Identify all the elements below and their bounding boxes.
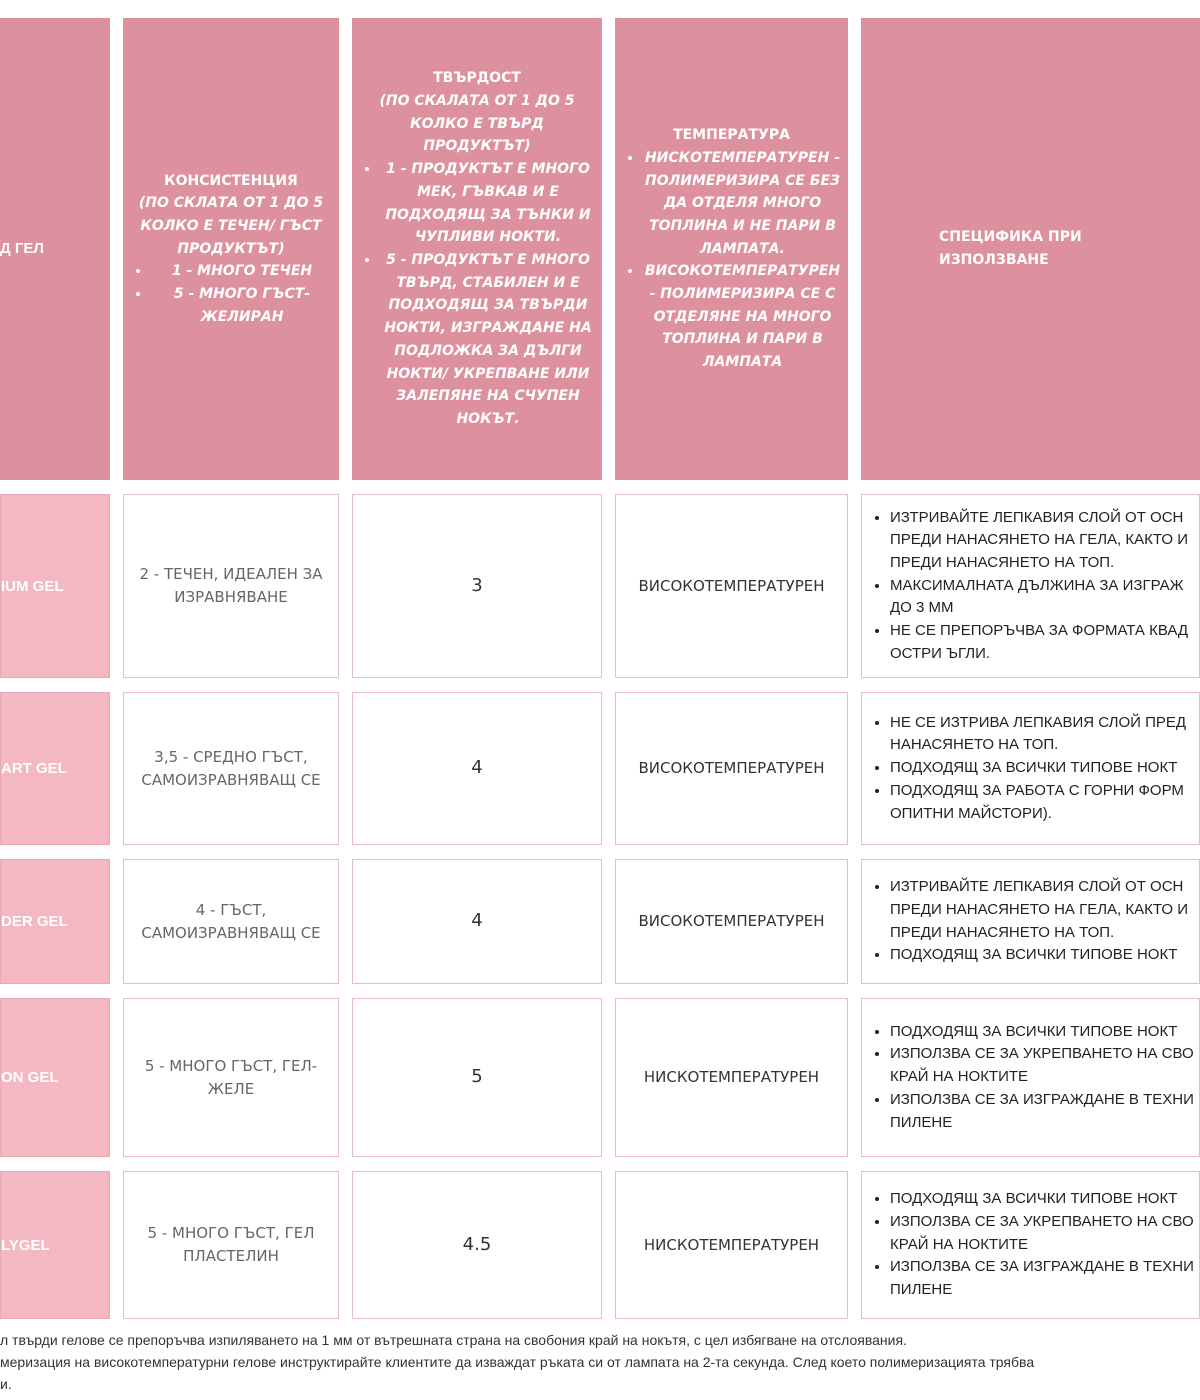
scale-item: • 1 - МНОГО ТЕЧЕН — [151, 260, 333, 283]
specific-item: • НЕ СЕ ИЗТРИВА ЛЕПКАВИЯ СЛОЙ ПРЕД НАНАСЯНЕТО НА ТОП. — [890, 712, 1186, 757]
header-temperature — [615, 18, 848, 480]
gel-name-cell — [0, 859, 110, 984]
footnote: и. — [0, 1376, 12, 1392]
specifics-cell — [861, 692, 1200, 845]
specific-item: • ИЗТРИВАЙТЕ ЛЕПКАВИЯ СЛОЙ ОТ ОСН ПРЕДИ НАНАСЯНЕТО НА ГЕЛА, КАКТО И ПРЕДИ НАНАСЯНЕТО НА ТОП. — [890, 876, 1188, 944]
specific-item: • МАКСИМАЛНАТА ДЪЛЖИНА ЗА ИЗГРАЖ ДО 3 ММ — [890, 575, 1188, 620]
gel-name-cell — [0, 1171, 110, 1319]
header-hardness — [352, 18, 602, 480]
consistency-value: 5 - МНОГО ГЪСТ, ГЕЛ-ЖЕЛЕ — [144, 1056, 318, 1098]
scale-item: • НИСКОТЕМПЕРАТУРЕН - ПОЛИМЕРИЗИРА СЕ БЕЗ ДА ОТДЕЛЯ МНОГО ТОПЛИНА И НЕ ПАРИ В ЛАМПАТА. — [643, 147, 842, 261]
gel-name: ON GEL — [1, 1069, 59, 1086]
hardness-value: 5 — [471, 1066, 483, 1088]
scale-item: • 5 - МНОГО ГЪСТ- ЖЕЛИРАН — [151, 283, 333, 328]
gel-comparison-table — [0, 18, 1200, 1319]
specific-item: • ИЗТРИВАЙТЕ ЛЕПКАВИЯ СЛОЙ ОТ ОСН ПРЕДИ НАНАСЯНЕТО НА ГЕЛА, КАКТО И ПРЕДИ НАНАСЯНЕТО НА ТОП. — [890, 507, 1188, 575]
hardness-value: 4 — [471, 910, 483, 932]
scale-item: • ВИСОКОТЕМПЕРАТУРЕН - ПОЛИМЕРИЗИРА СЕ С ОТДЕЛЯНЕ НА МНОГО ТОПЛИНА И ПАРИ В ЛАМПАТА — [643, 260, 842, 374]
hardness-value: 3 — [471, 574, 483, 596]
temperature-value: ВИСОКОТЕМПЕРАТУРЕН — [638, 912, 825, 931]
specifics-cell — [861, 859, 1200, 984]
specifics-cell — [861, 494, 1200, 678]
temperature-value: НИСКОТЕМПЕРАТУРЕН — [643, 1068, 820, 1087]
specifics-cell — [861, 1171, 1200, 1319]
consistency-cell — [123, 859, 339, 984]
footnotes — [0, 1329, 1200, 1395]
specific-item: • ПОДХОДЯЩ ЗА ВСИЧКИ ТИПОВЕ НОКТ — [890, 1188, 1194, 1211]
gel-name-cell — [0, 998, 110, 1157]
header-consistency — [123, 18, 339, 480]
header-name-text: Д ГЕЛ — [0, 239, 44, 257]
header-name — [0, 18, 110, 480]
header-specifics — [861, 18, 1200, 480]
hardness-value: 4.5 — [462, 1233, 492, 1255]
consistency-cell — [123, 494, 339, 678]
specific-item: • НЕ СЕ ПРЕПОРЪЧВА ЗА ФОРМАТА КВАД ОСТРИ ЪГЛИ. — [890, 620, 1188, 665]
header-hardness-title: ТВЪРДОСТ — [433, 70, 521, 87]
consistency-value: 2 - ТЕЧЕН, ИДЕАЛЕН ЗА ИЗРАВНЯВАНЕ — [139, 565, 323, 606]
footnote: меризация на високотемпературни гелове инструктирайте клиентите да изваждат ръката си от лампата на 2-та секунда. След което полимеризацията трябва — [0, 1354, 1035, 1370]
gel-name-cell — [0, 692, 110, 845]
temperature-value: ВИСОКОТЕМПЕРАТУРЕН — [638, 759, 825, 778]
specific-item: • ИЗПОЛЗВА СЕ ЗА ИЗГРАЖДАНЕ В ТЕХНИ ПИЛЕНЕ — [890, 1089, 1194, 1134]
gel-name: DER GEL — [1, 913, 68, 930]
hardness-cell — [352, 692, 602, 845]
gel-name-cell — [0, 494, 110, 678]
temperature-cell — [615, 494, 848, 678]
gel-name: IUM GEL — [1, 577, 64, 595]
temperature-value: ВИСОКОТЕМПЕРАТУРЕН — [638, 576, 825, 595]
hardness-cell — [352, 494, 602, 678]
specific-item: • ПОДХОДЯЩ ЗА РАБОТА С ГОРНИ ФОРМ ОПИТНИ МАЙСТОРИ). — [890, 780, 1186, 825]
specific-item: • ПОДХОДЯЩ ЗА ВСИЧКИ ТИПОВЕ НОКТ — [890, 1021, 1194, 1044]
consistency-cell — [123, 692, 339, 845]
header-consistency-title: КОНСИСТЕНЦИЯ — [164, 172, 298, 189]
consistency-cell — [123, 998, 339, 1157]
hardness-cell — [352, 1171, 602, 1319]
hardness-cell — [352, 998, 602, 1157]
hardness-value: 4 — [471, 757, 483, 779]
specifics-cell — [861, 998, 1200, 1157]
header-specifics-text: СПЕЦИФИКА ПРИ ИЗПОЛЗВАНЕ — [939, 229, 1082, 268]
gel-name: ART GEL — [1, 760, 67, 777]
specific-item: • ИЗПОЛЗВА СЕ ЗА УКРЕПВАНЕТО НА СВО КРАЙ НА НОКТИТЕ — [890, 1043, 1194, 1088]
scale-item: • 5 - ПРОДУКТЪТ Е МНОГО ТВЪРД, СТАБИЛЕН И Е ПОДХОДЯЩ ЗА ТВЪРДИ НОКТИ, ИЗГРАЖДАНЕ НА ПОДЛОЖКА ЗА ДЪЛГИ НОКТИ/ УКРЕПВАНЕ ИЛИ ЗАЛЕПЯНЕ НА СЧУПЕН НОКЪТ. — [380, 249, 596, 431]
footnote: л твърди гелове се препоръчва изпиляването на 1 мм от вътрешната страна на свобония край на нокътя, с цел избягване на отслоявания. — [0, 1332, 907, 1348]
temperature-cell — [615, 859, 848, 984]
specific-item: • ИЗПОЛЗВА СЕ ЗА УКРЕПВАНЕТО НА СВО КРАЙ НА НОКТИТЕ — [890, 1211, 1194, 1256]
temperature-cell — [615, 692, 848, 845]
consistency-cell — [123, 1171, 339, 1319]
temperature-cell — [615, 1171, 848, 1319]
specific-item: • ПОДХОДЯЩ ЗА ВСИЧКИ ТИПОВЕ НОКТ — [890, 944, 1188, 967]
header-temperature-title: ТЕМПЕРАТУРА — [673, 127, 790, 144]
consistency-value: 5 - МНОГО ГЪСТ, ГЕЛ ПЛАСТЕЛИН — [147, 1224, 315, 1265]
temperature-value: НИСКОТЕМПЕРАТУРЕН — [643, 1235, 820, 1254]
header-consistency-subtitle: (ПО СКЛАТА ОТ 1 ДО 5 КОЛКО Е ТЕЧЕН/ ГЪСТ ПРОДУКТЪТ) — [138, 195, 324, 257]
consistency-value: 3,5 - СРЕДНО ГЪСТ, САМОИЗРАВНЯВАЩ СЕ — [141, 747, 321, 789]
specific-item: • ПОДХОДЯЩ ЗА ВСИЧКИ ТИПОВЕ НОКТ — [890, 757, 1186, 780]
specific-item: • ИЗПОЛЗВА СЕ ЗА ИЗГРАЖДАНЕ В ТЕХНИ ПИЛЕНЕ — [890, 1256, 1194, 1301]
hardness-cell — [352, 859, 602, 984]
temperature-cell — [615, 998, 848, 1157]
scale-item: • 1 - ПРОДУКТЪТ Е МНОГО МЕК, ГЪВКАВ И Е ПОДХОДЯЩ ЗА ТЪНКИ И ЧУПЛИВИ НОКТИ. — [380, 158, 596, 249]
header-hardness-subtitle: (ПО СКАЛАТА ОТ 1 ДО 5 КОЛКО Е ТВЪРД ПРОДУКТЪТ) — [379, 93, 575, 155]
gel-name: LYGEL — [1, 1236, 50, 1254]
consistency-value: 4 - ГЪСТ, САМОИЗРАВНЯВАЩ СЕ — [141, 900, 321, 942]
